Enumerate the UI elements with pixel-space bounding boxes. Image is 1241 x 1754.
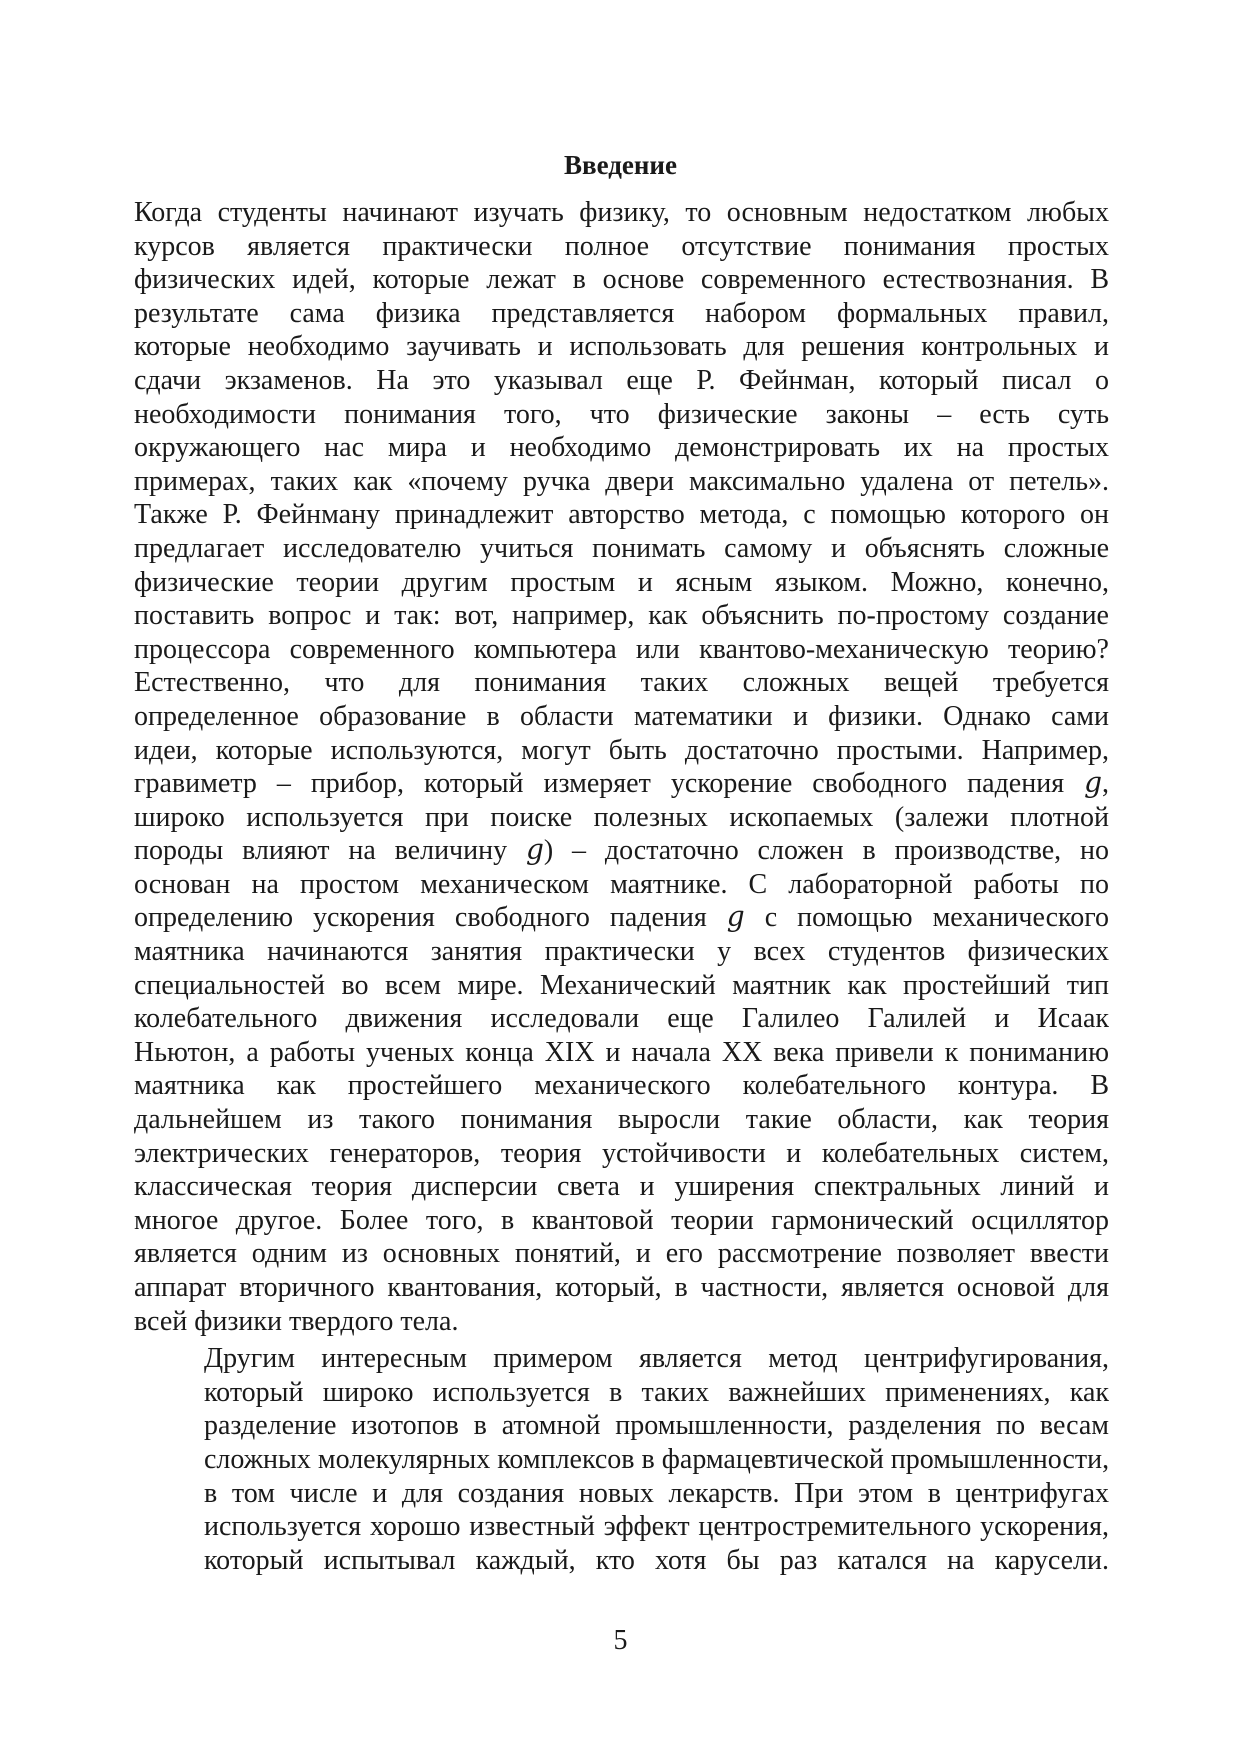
text-line: сдачи экзаменов. На это указывал еще Р. Фейнман, который писал о bbox=[134, 364, 1109, 396]
text-line: Также Р. Фейнману принадлежит авторство метода, с помощью которого он bbox=[134, 499, 1109, 531]
text-line: в том числе и для создания новых лекарств. При этом в центрифугах bbox=[204, 1477, 1109, 1509]
text-line: идеи, которые используются, могут быть достаточно простыми. Например, bbox=[134, 734, 1109, 766]
text-line: примерах, таких как «почему ручка двери максимально удалена от петель». bbox=[134, 465, 1109, 497]
paragraph-2 bbox=[134, 1342, 1109, 1577]
text-line: электрических генераторов, теория устойчивости и колебательных систем, bbox=[134, 1137, 1109, 1169]
section-heading: Введение bbox=[564, 150, 677, 180]
text-line: колебательного движения исследовали еще Галилео Галилей и Исаак bbox=[134, 1003, 1109, 1035]
text-line: специальностей во всем мире. Механический маятник как простейший тип bbox=[134, 969, 1109, 1001]
text-line: всей физики твердого тела. bbox=[134, 1305, 459, 1337]
text-line: маятника как простейшего механического колебательного контура. В bbox=[134, 1070, 1109, 1102]
text-line: породы влияют на величину 𝑔) – достаточно сложен в производстве, но bbox=[134, 835, 1109, 867]
text-line: гравиметр – прибор, который измеряет ускорение свободного падения 𝑔, bbox=[134, 768, 1109, 800]
text-line: маятника начинаются занятия практически у всех студентов физических bbox=[134, 936, 1109, 968]
paragraph-1 bbox=[134, 196, 1109, 1338]
text-line: результате сама физика представляется набором формальных правил, bbox=[134, 297, 1109, 329]
text-line: основан на простом механическом маятнике. С лабораторной работы по bbox=[134, 868, 1109, 900]
body-text bbox=[134, 196, 1109, 1577]
text-line: определению ускорения свободного падения 𝑔 с помощью механического bbox=[134, 902, 1109, 934]
text-line: используется хорошо известный эффект центростремительного ускорения, bbox=[204, 1511, 1109, 1543]
text-line: дальнейшем из такого понимания выросли такие области, как теория bbox=[134, 1104, 1109, 1136]
text-line: многое другое. Более того, в квантовой теории гармонический осциллятор bbox=[134, 1204, 1109, 1236]
text-line: который широко используется в таких важнейших применениях, как bbox=[204, 1376, 1109, 1408]
text-line: поставить вопрос и так: вот, например, как объяснить по-простому создание bbox=[134, 600, 1109, 632]
text-line: необходимости понимания того, что физические законы – есть суть bbox=[134, 398, 1109, 430]
text-line: разделение изотопов в атомной промышленности, разделения по весам bbox=[204, 1410, 1109, 1442]
text-line: широко используется при поиске полезных ископаемых (залежи плотной bbox=[134, 801, 1109, 833]
text-line: процессора современного компьютера или квантово-механическую теорию? bbox=[134, 633, 1109, 665]
text-line: является одним из основных понятий, и его рассмотрение позволяет ввести bbox=[134, 1238, 1109, 1270]
text-line: аппарат вторичного квантования, который, в частности, является основой для bbox=[134, 1272, 1109, 1303]
text-line: физических идей, которые лежат в основе современного естествознания. В bbox=[134, 264, 1109, 296]
text-line: которые необходимо заучивать и использовать для решения контрольных и bbox=[134, 331, 1109, 363]
text-line: Ньютон, а работы ученых конца XIX и начала XX века привели к пониманию bbox=[134, 1036, 1109, 1068]
text-line: Другим интересным примером является метод центрифугирования, bbox=[204, 1343, 1109, 1375]
text-line: сложных молекулярных комплексов в фармацевтической промышленности, bbox=[204, 1443, 1110, 1475]
text-line: Когда студенты начинают изучать физику, то основным недостатком любых bbox=[134, 197, 1109, 228]
text-line: предлагает исследователю учиться понимать самому и объяснять сложные bbox=[134, 532, 1109, 564]
text-line: окружающего нас мира и необходимо демонстрировать их на простых bbox=[134, 432, 1109, 464]
text-line: Естественно, что для понимания таких сложных вещей требуется bbox=[134, 667, 1109, 699]
text-line: курсов является практически полное отсутствие понимания простых bbox=[134, 230, 1109, 262]
text-line: определенное образование в области математики и физики. Однако сами bbox=[134, 700, 1109, 732]
text-line: физические теории другим простым и ясным языком. Можно, конечно, bbox=[134, 566, 1109, 598]
text-line: который испытывал каждый, кто хотя бы раз катался на карусели. bbox=[204, 1544, 1109, 1576]
page-number: 5 bbox=[613, 1625, 628, 1656]
text-line: классическая теория дисперсии света и уширения спектральных линий и bbox=[134, 1171, 1109, 1203]
